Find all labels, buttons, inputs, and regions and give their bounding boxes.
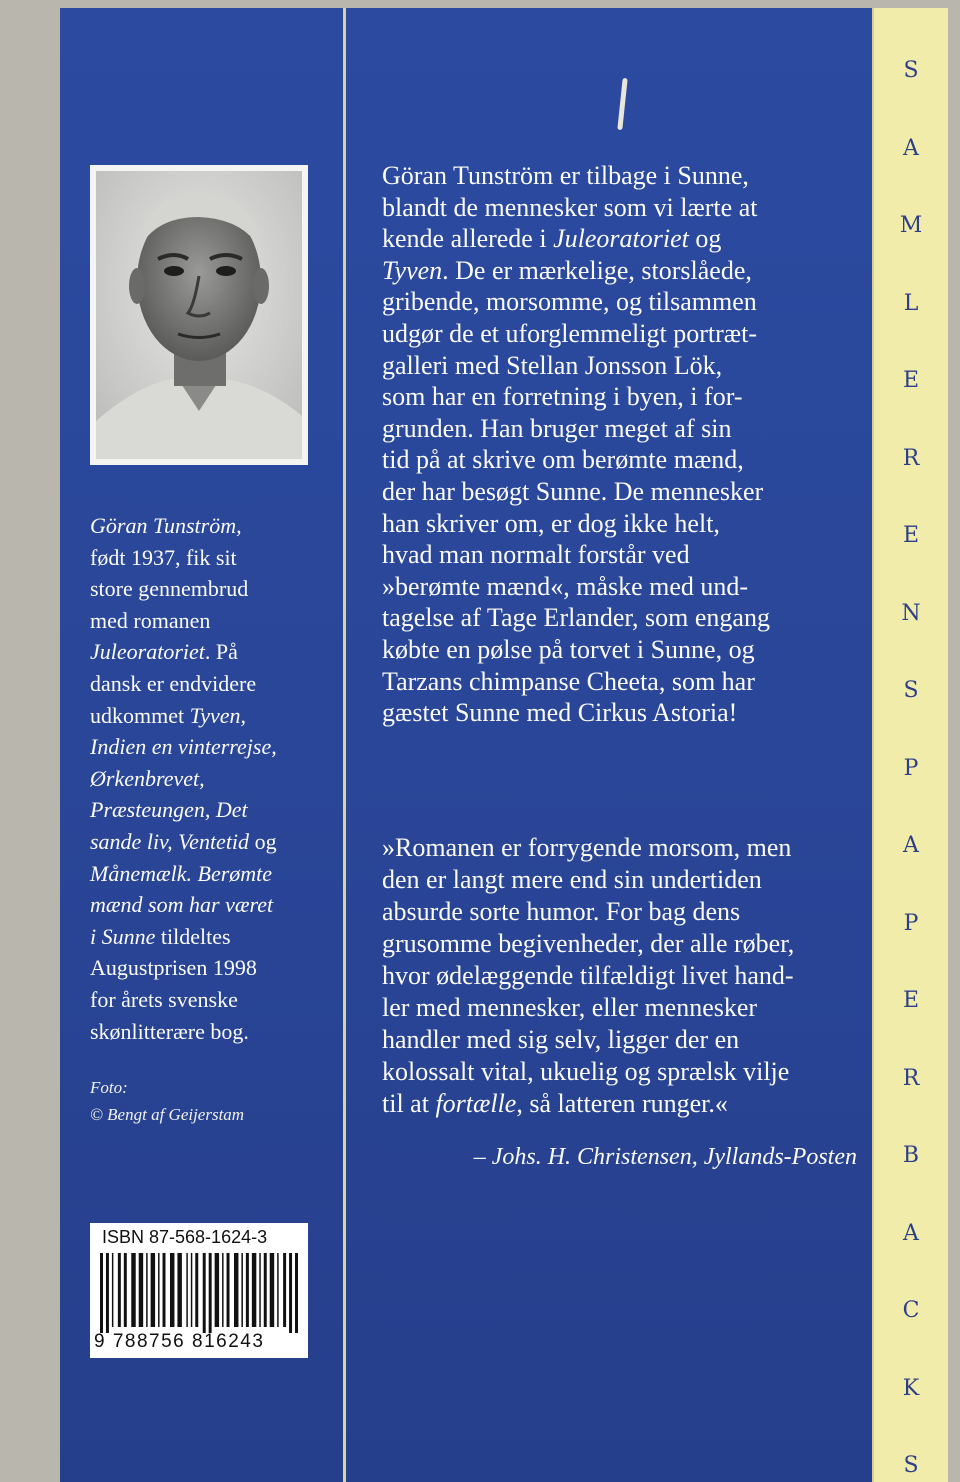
description-line xyxy=(382,318,862,350)
author-bio-text: og xyxy=(249,828,277,854)
author-bio-line xyxy=(90,731,330,763)
spine-letter: P xyxy=(903,910,919,936)
review-quote-line xyxy=(382,1024,862,1056)
review-quote-line xyxy=(382,896,862,928)
barcode-bar xyxy=(270,1253,274,1327)
author-bio-line xyxy=(90,794,330,826)
description-text: han skriver om, er dog ikke helt, xyxy=(382,508,720,538)
description-line xyxy=(382,539,862,571)
spine-letter: S xyxy=(903,678,919,703)
description-text: tagelse af Tage Erlander, som engang xyxy=(382,603,770,633)
author-bio-text: Tyven, xyxy=(189,702,247,728)
review-quote-text: handler med sig selv, ligger der en xyxy=(382,1025,740,1054)
author-bio-line xyxy=(90,700,330,732)
description-line xyxy=(382,255,862,287)
review-quote-line xyxy=(382,960,862,992)
spine-letter: R xyxy=(902,1065,920,1091)
author-bio-line xyxy=(90,636,330,668)
barcode-bar xyxy=(195,1253,198,1327)
spine-strip xyxy=(872,8,948,1482)
review-quote-text: den er langt mere end sin undertiden xyxy=(382,865,762,894)
description-line xyxy=(382,476,862,508)
author-bio-line xyxy=(90,921,330,953)
author-bio xyxy=(90,510,330,1047)
description-text: kende allerede i xyxy=(382,224,554,254)
spine-letter: L xyxy=(903,290,919,316)
review-quote-line xyxy=(382,832,862,864)
description-line xyxy=(382,413,862,445)
description-line xyxy=(382,666,862,698)
description-text: Juleoratoriet xyxy=(553,224,689,254)
spine-letter: E xyxy=(902,988,920,1013)
author-portrait-icon xyxy=(96,171,302,459)
description-line xyxy=(382,350,862,382)
description-text: Tyven xyxy=(382,255,443,285)
author-bio-text: udkommet xyxy=(90,702,190,728)
spine-letter: A xyxy=(903,1220,919,1246)
barcode-bar xyxy=(289,1253,292,1333)
description-text: som har en forretning i byen, i for- xyxy=(382,382,743,412)
review-quote-text: ler med mennesker, eller mennesker xyxy=(382,993,758,1022)
author-bio-text: med romanen xyxy=(90,607,211,633)
review-quote-line xyxy=(382,1056,862,1088)
barcode-icon xyxy=(100,1253,298,1333)
description-line xyxy=(382,192,862,224)
author-bio-text: mænd som har været xyxy=(90,892,274,918)
description-line xyxy=(382,571,862,603)
author-bio-text: Indien en vinterrejse, xyxy=(90,734,277,760)
barcode-bar xyxy=(124,1253,127,1327)
description-text: . De er mærkelige, storslåede, xyxy=(442,255,752,285)
author-bio-text: for årets svenske xyxy=(90,986,238,1012)
author-bio-text: dansk er endvidere xyxy=(90,670,257,696)
description-line xyxy=(382,508,862,540)
review-quote-text: grusomme begivenheder, der alle røber, xyxy=(382,929,795,958)
spine-letter: N xyxy=(901,600,921,626)
review-quote xyxy=(382,832,862,1120)
description-line xyxy=(382,444,862,476)
review-quote-text: kolossalt vital, ukuelig og sprælsk vilje xyxy=(382,1057,790,1086)
barcode-bar xyxy=(191,1253,192,1327)
barcode-bar xyxy=(215,1253,219,1327)
author-bio-text: store gennembrud xyxy=(90,576,249,602)
review-quote-line xyxy=(382,928,862,960)
barcode-bar xyxy=(209,1253,212,1333)
author-bio-text: sande liv, Ventetid xyxy=(90,828,250,854)
author-bio-text: . På xyxy=(204,639,238,665)
spine-letter: M xyxy=(899,213,923,238)
description-line xyxy=(382,286,862,318)
description-line xyxy=(382,223,862,255)
author-bio-text: Göran Tunström, xyxy=(90,513,242,538)
barcode-bar xyxy=(170,1253,174,1327)
description-text: grunden. Han bruger meget af sin xyxy=(382,413,732,443)
barcode-bar xyxy=(106,1253,109,1333)
author-bio-text: Præsteungen, Det xyxy=(90,797,248,823)
description-text: blandt de mennesker som vi lærte at xyxy=(382,192,758,222)
author-bio-line xyxy=(90,1016,330,1048)
spine-letter: R xyxy=(902,445,920,471)
barcode-bar xyxy=(118,1253,121,1327)
review-quote-line xyxy=(382,864,862,896)
spine-letter: E xyxy=(902,368,920,393)
author-bio-line xyxy=(90,889,330,921)
spine-letter: A xyxy=(903,135,919,161)
barcode-bar xyxy=(246,1253,249,1327)
barcode-bar xyxy=(163,1253,166,1327)
author-bio-line xyxy=(90,668,330,700)
spine-letter: K xyxy=(902,1375,920,1401)
barcode-bar xyxy=(203,1253,206,1333)
review-quote-text: til at xyxy=(382,1089,436,1118)
author-bio-text: Månemælk. Berømte xyxy=(90,860,273,886)
review-quote-line xyxy=(382,1088,862,1120)
review-attribution: – Johs. H. Christensen, Jyllands-Posten xyxy=(473,1144,857,1170)
isbn-label: ISBN 87-568-1624-3 xyxy=(102,1227,268,1247)
barcode-bar xyxy=(252,1253,256,1327)
description-line xyxy=(382,602,862,634)
photo-credit-name: © Bengt af Geijerstam xyxy=(90,1105,245,1124)
review-quote-text: hvor ødelæggende tilfældigt livet hand- xyxy=(382,961,794,990)
spine-letter: S xyxy=(903,1453,919,1478)
author-bio-text: skønlitterære bog. xyxy=(90,1018,249,1044)
description-line xyxy=(382,381,862,413)
author-bio-line xyxy=(90,858,330,890)
author-bio-line xyxy=(90,542,330,574)
description-line xyxy=(382,697,862,729)
spine-letter: S xyxy=(903,58,919,83)
author-bio-line xyxy=(90,605,330,637)
review-quote-text: , så latteren runger.« xyxy=(516,1089,728,1118)
barcode-bar xyxy=(186,1253,187,1327)
barcode-bar xyxy=(259,1253,260,1327)
barcode-bar xyxy=(222,1253,223,1327)
barcode-bar xyxy=(151,1253,155,1327)
author-bio-text: født 1937, fik sit xyxy=(90,544,237,570)
barcode-bar xyxy=(277,1253,278,1327)
barcode-bar xyxy=(177,1253,181,1327)
spine-letter: C xyxy=(902,1298,920,1323)
description-text: udgør de et uforglemmeligt portræt- xyxy=(382,318,757,348)
photo-credit-label: Foto: xyxy=(90,1078,128,1097)
description-text: »berømte mænd«, måske med und- xyxy=(382,571,749,601)
spine-letter: E xyxy=(902,523,920,548)
barcode-bar xyxy=(131,1253,135,1327)
barcode-bar xyxy=(234,1253,238,1327)
author-bio-line xyxy=(90,984,330,1016)
review-quote-text: fortælle xyxy=(435,1089,517,1118)
barcode-bar xyxy=(227,1253,230,1327)
review-quote-text: absurde sorte humor. For bag dens xyxy=(382,897,741,926)
description-text: galleri med Stellan Jonsson Lök, xyxy=(382,350,723,380)
barcode-bar xyxy=(112,1253,113,1327)
barcode-bar xyxy=(264,1253,267,1327)
description-text: tid på at skrive om berømte mænd, xyxy=(382,445,744,475)
author-bio-line xyxy=(90,510,330,542)
review-quote-text: »Romanen er forrygende morsom, men xyxy=(382,833,792,862)
description-line xyxy=(382,160,862,192)
spine-letter: A xyxy=(903,833,919,858)
description-text: købte en pølse på torvet i Sunne, og xyxy=(382,634,755,664)
barcode-bar xyxy=(241,1253,242,1327)
spine-letter: B xyxy=(902,1143,920,1168)
review-quote-line xyxy=(382,992,862,1024)
author-bio-line xyxy=(90,826,330,858)
author-bio-text: Ørkenbrevet, xyxy=(90,765,205,791)
barcode-bar xyxy=(158,1253,159,1327)
description-text: der har besøgt Sunne. De mennesker xyxy=(382,476,764,506)
description-text: Göran Tunström er tilbage i Sunne, xyxy=(382,161,749,190)
author-bio-text: i Sunne xyxy=(90,923,156,949)
author-bio-line xyxy=(90,573,330,605)
photo-credit xyxy=(90,1074,330,1128)
barcode-bar xyxy=(283,1253,286,1327)
barcode-bar xyxy=(100,1253,103,1333)
description-text: hvad man normalt forstår ved xyxy=(382,540,690,570)
book-description xyxy=(382,160,862,729)
description-text: gæstet Sunne med Cirkus Astoria! xyxy=(382,698,738,728)
series-name-vertical xyxy=(874,58,948,1478)
author-bio-text: Augustprisen 1998 xyxy=(90,955,257,981)
barcode-bar xyxy=(139,1253,143,1327)
spine-letter: P xyxy=(903,755,919,781)
ean-digits: 9 788756 816243 xyxy=(94,1331,265,1352)
author-bio-text: Juleoratoriet xyxy=(90,639,205,665)
barcode-bar xyxy=(295,1253,298,1333)
author-bio-text: tildeltes xyxy=(155,923,231,949)
author-bio-line xyxy=(90,763,330,795)
description-line xyxy=(382,634,862,666)
barcode-panel xyxy=(90,1223,308,1358)
column-divider xyxy=(343,8,346,1482)
description-text: gribende, morsomme, og tilsammen xyxy=(382,287,757,317)
author-bio-line xyxy=(90,952,330,984)
barcode-bar xyxy=(146,1253,147,1327)
description-text: Tarzans chimpanse Cheeta, som har xyxy=(382,666,755,696)
author-photo xyxy=(90,165,308,465)
description-text: og xyxy=(688,224,722,254)
